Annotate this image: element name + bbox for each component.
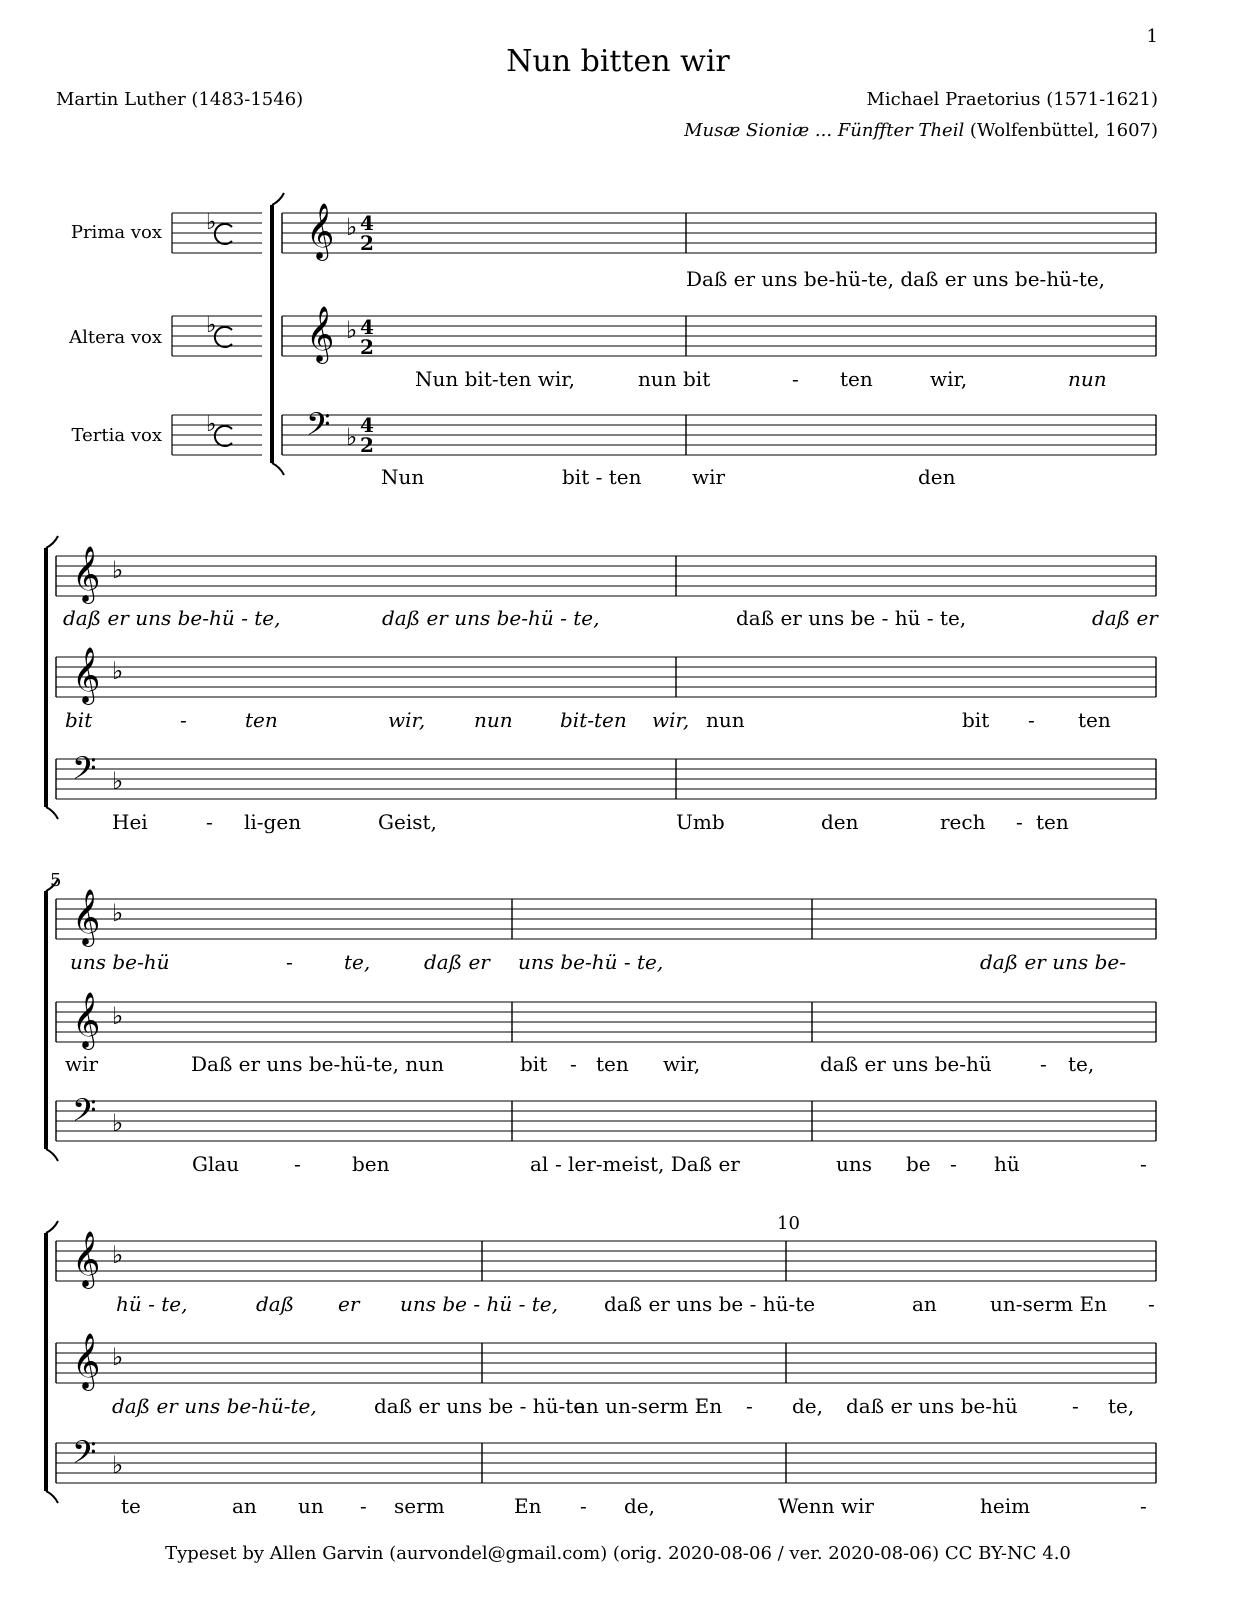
incipit-flat-icon: ♭ bbox=[206, 210, 217, 235]
bracket-bottom-curl-2 bbox=[46, 807, 58, 819]
lyric-s4-prima-6: un-serm En bbox=[990, 1292, 1107, 1316]
key-signature-flat-icon: ♭ bbox=[112, 1343, 124, 1371]
lyric-s4-altera-2: an un-serm En bbox=[574, 1394, 723, 1418]
lyric-s3-tertia-4: - bbox=[555, 1152, 562, 1176]
lyric-s2-tertia-6: rech bbox=[940, 810, 986, 834]
lyric-s2-tertia-4: Umb bbox=[676, 810, 725, 834]
lyric-s2-altera-8: bit bbox=[962, 708, 990, 732]
incipit-mensuration-icon bbox=[215, 426, 232, 446]
bracket-top-curl-3 bbox=[46, 879, 58, 891]
key-signature-flat-icon: ♭ bbox=[112, 1451, 124, 1479]
voice-name-altera: Altera vox bbox=[69, 327, 162, 348]
lyric-s4-tertia-6: - bbox=[580, 1494, 587, 1518]
lyric-s3-prima-3: daß er bbox=[424, 950, 490, 974]
lyric-s3-tertia-6: uns bbox=[836, 1152, 873, 1176]
lyric-s4-prima-7: - bbox=[1148, 1292, 1155, 1316]
lyric-s3-prima-1: - bbox=[286, 950, 293, 974]
lyric-s2-prima-3: daß er bbox=[1092, 606, 1158, 630]
key-signature-flat-icon: ♭ bbox=[112, 1241, 124, 1269]
lyric-s2-altera-10: ten bbox=[1078, 708, 1111, 732]
time-sig-den-altera: 2 bbox=[360, 335, 374, 359]
treble-clef-icon: 𝄞 bbox=[72, 1333, 101, 1389]
incipit-mensuration-icon bbox=[215, 224, 232, 244]
lyric-s4-prima-4: daß er uns be - hü-te bbox=[604, 1292, 816, 1316]
key-signature-flat-icon: ♭ bbox=[112, 899, 124, 927]
lyric-s4-prima-2: er bbox=[338, 1292, 360, 1316]
treble-clef-icon: 𝄞 bbox=[72, 647, 101, 703]
lyric-s2-tertia-2: li-gen bbox=[244, 810, 302, 834]
lyric-s1-altera-1: nun bit bbox=[638, 367, 711, 391]
composer-credit: Michael Praetorius (1571-1621) bbox=[866, 89, 1158, 110]
lyric-s2-altera-4: nun bbox=[474, 708, 513, 732]
lyric-s2-altera-3: wir, bbox=[388, 708, 426, 732]
lyric-s4-tertia-1: an bbox=[232, 1494, 257, 1518]
lyric-s3-tertia-0: Glau bbox=[192, 1152, 240, 1176]
lyric-s3-altera-3: - bbox=[570, 1052, 577, 1076]
lyric-s2-altera-6: wir, bbox=[652, 708, 690, 732]
lyric-s4-tertia-9: heim bbox=[980, 1494, 1031, 1518]
lyric-s3-tertia-3: al bbox=[530, 1152, 549, 1176]
voice-name-prima: Prima vox bbox=[70, 222, 162, 243]
source-title: Musæ Sioniæ ... Fünffter Theil bbox=[684, 120, 965, 141]
lyric-s2-tertia-8: ten bbox=[1036, 810, 1069, 834]
key-signature-flat-icon: ♭ bbox=[112, 657, 124, 685]
measure-number-10: 10 bbox=[777, 1213, 800, 1234]
bass-clef-icon: 𝄢 bbox=[306, 406, 331, 450]
treble-clef-icon: 𝄞 bbox=[72, 1231, 101, 1287]
lyric-s2-altera-0: bit bbox=[65, 708, 93, 732]
lyric-s4-altera-3: - bbox=[746, 1394, 753, 1418]
lyric-s3-tertia-10: - bbox=[1140, 1152, 1147, 1176]
lyric-s4-prima-0: hü - te, bbox=[116, 1292, 188, 1316]
key-signature-flat-icon: ♭ bbox=[346, 213, 358, 241]
incipit-mensuration-icon bbox=[215, 327, 232, 347]
lyric-s3-altera-4: ten bbox=[596, 1052, 629, 1076]
bass-clef-icon: 𝄢 bbox=[72, 1092, 97, 1136]
lyric-s3-prima-5: daß er uns be- bbox=[980, 950, 1126, 974]
lyric-s1-altera-2: - bbox=[792, 367, 799, 391]
lyric-s4-prima-5: an bbox=[912, 1292, 937, 1316]
lyric-s1-altera-3: ten bbox=[840, 367, 873, 391]
lyric-s2-tertia-3: Geist, bbox=[378, 810, 437, 834]
key-signature-flat-icon: ♭ bbox=[112, 556, 124, 584]
lyric-s4-altera-1: daß er uns be - hü-te bbox=[374, 1394, 586, 1418]
lyric-s3-tertia-5: ler-meist, Daß er bbox=[568, 1152, 740, 1176]
lyric-s4-prima-3: uns be - hü - te, bbox=[400, 1292, 558, 1316]
lyric-s4-altera-0: daß er uns be-hü-te, bbox=[112, 1394, 317, 1418]
lyric-s1-prima: Daß er uns be-hü-te, daß er uns be-hü-te, bbox=[686, 267, 1106, 291]
lyric-s2-altera-7: nun bbox=[706, 708, 745, 732]
lyric-s1-altera-4: wir, bbox=[930, 367, 968, 391]
lyric-s1-altera-5: nun bbox=[1068, 367, 1107, 391]
lyric-s3-prima-0: uns be-hü bbox=[70, 950, 170, 974]
lyric-s3-altera-8: te, bbox=[1068, 1052, 1095, 1076]
treble-clef-icon: 𝄞 bbox=[72, 889, 101, 945]
lyric-s1-tertia-0: Nun bbox=[381, 465, 425, 489]
treble-clef-icon: 𝄞 bbox=[306, 203, 335, 259]
source-place-date: (Wolfenbüttel, 1607) bbox=[964, 120, 1158, 141]
poet-credit: Martin Luther (1483-1546) bbox=[56, 89, 304, 110]
bass-clef-icon: 𝄢 bbox=[72, 750, 97, 794]
lyric-s4-tertia-0: te bbox=[121, 1494, 141, 1518]
lyric-s4-altera-7: te, bbox=[1108, 1394, 1135, 1418]
time-signatures bbox=[360, 211, 374, 457]
lyric-s4-tertia-3: - bbox=[360, 1494, 367, 1518]
incipit-flat-icon: ♭ bbox=[206, 412, 217, 437]
time-sig-den-prima: 2 bbox=[360, 231, 374, 255]
time-sig-num-tertia: 4 bbox=[360, 413, 374, 437]
lyric-s3-altera-6: daß er uns be-hü bbox=[820, 1052, 992, 1076]
lyric-s3-tertia-1: - bbox=[294, 1152, 301, 1176]
lyric-s2-altera-5: bit-ten bbox=[560, 708, 627, 732]
lyric-s2-prima-0: daß er uns be-hü - te, bbox=[63, 606, 281, 630]
lyric-s1-tertia-2: wir bbox=[692, 465, 726, 489]
lyric-s4-tertia-2: un bbox=[298, 1494, 324, 1518]
voice-name-tertia: Tertia vox bbox=[71, 425, 162, 446]
bracket-bottom-curl-4 bbox=[46, 1491, 58, 1503]
lyric-s4-altera-5: daß er uns be-hü bbox=[846, 1394, 1018, 1418]
key-signature-flat-icon: ♭ bbox=[346, 423, 358, 451]
lyric-s4-tertia-5: En bbox=[514, 1494, 542, 1518]
typesetter-credit: Typeset by Allen Garvin (aurvondel@gmail.com) (orig. 2020-08-06 / ver. 2020-08-06) CC BY-NC 4.0 bbox=[165, 1543, 1071, 1564]
time-sig-num-altera: 4 bbox=[360, 315, 374, 339]
key-signature-flat-icon: ♭ bbox=[112, 767, 124, 795]
page-title: Nun bitten wir bbox=[506, 44, 730, 79]
treble-clef-icon: 𝄞 bbox=[306, 306, 335, 362]
key-signature-flat-icon: ♭ bbox=[112, 1002, 124, 1030]
treble-clef-icon: 𝄞 bbox=[72, 992, 101, 1048]
lyric-s3-altera-0: wir bbox=[65, 1052, 99, 1076]
lyric-s3-tertia-2: ben bbox=[352, 1152, 390, 1176]
measure-number-5: 5 bbox=[50, 870, 62, 891]
lyric-s2-altera-1: - bbox=[180, 708, 187, 732]
lyric-s2-altera-2: ten bbox=[245, 708, 278, 732]
lyric-s1-tertia-1: bit - ten bbox=[562, 465, 642, 489]
bracket-top-curl-4 bbox=[46, 1221, 58, 1233]
lyric-s4-altera-6: - bbox=[1072, 1394, 1079, 1418]
lyric-s2-tertia-1: - bbox=[206, 810, 213, 834]
lyric-s3-prima-4: uns be-hü - te, bbox=[518, 950, 664, 974]
lyric-s4-altera-4: de, bbox=[792, 1394, 823, 1418]
lyric-s4-tertia-4: serm bbox=[394, 1494, 445, 1518]
lyric-s4-tertia-7: de, bbox=[624, 1494, 655, 1518]
lyric-s1-altera-0: Nun bit-ten wir, bbox=[415, 367, 575, 391]
lyric-s4-prima-1: daß bbox=[256, 1292, 295, 1316]
lyric-s3-tertia-8: - bbox=[950, 1152, 957, 1176]
lyric-s2-tertia-0: Hei bbox=[112, 810, 148, 834]
lyric-s1-tertia-3: den bbox=[918, 465, 956, 489]
bracket-top-curl-1 bbox=[272, 193, 284, 205]
key-signature-flat-icon: ♭ bbox=[346, 316, 358, 344]
lyric-s2-tertia-7: - bbox=[1016, 810, 1023, 834]
lyric-s3-altera-1: Daß er uns be-hü-te, nun bbox=[191, 1052, 444, 1076]
page-number: 1 bbox=[1146, 26, 1158, 47]
lyric-s4-tertia-8: Wenn wir bbox=[778, 1494, 874, 1518]
lyric-s3-tertia-9: hü bbox=[994, 1152, 1020, 1176]
lyric-s2-altera-9: - bbox=[1028, 708, 1035, 732]
incipit-flat-icon: ♭ bbox=[206, 313, 217, 338]
lyric-s2-tertia-5: den bbox=[821, 810, 859, 834]
lyric-s3-tertia-7: be bbox=[906, 1152, 931, 1176]
lyric-s2-prima-1: daß er uns be-hü - te, bbox=[382, 606, 600, 630]
lyric-s3-altera-2: bit bbox=[520, 1052, 548, 1076]
lyric-s4-tertia-10: - bbox=[1140, 1494, 1147, 1518]
bass-clef-icon: 𝄢 bbox=[72, 1434, 97, 1478]
lyric-s3-altera-5: wir, bbox=[663, 1052, 701, 1076]
lyric-s2-prima-2: daß er uns be - hü - te, bbox=[736, 606, 967, 630]
time-sig-den-tertia: 2 bbox=[360, 433, 374, 457]
key-signature-flat-icon: ♭ bbox=[112, 1109, 124, 1137]
treble-clef-icon: 𝄞 bbox=[72, 546, 101, 602]
bracket-top-curl-2 bbox=[46, 536, 58, 548]
time-sig-num-prima: 4 bbox=[360, 211, 374, 235]
lyric-s3-prima-2: te, bbox=[344, 950, 371, 974]
bracket-bottom-curl-1 bbox=[272, 463, 284, 475]
lyric-s3-altera-7: - bbox=[1040, 1052, 1047, 1076]
bracket-bottom-curl-3 bbox=[46, 1149, 58, 1161]
